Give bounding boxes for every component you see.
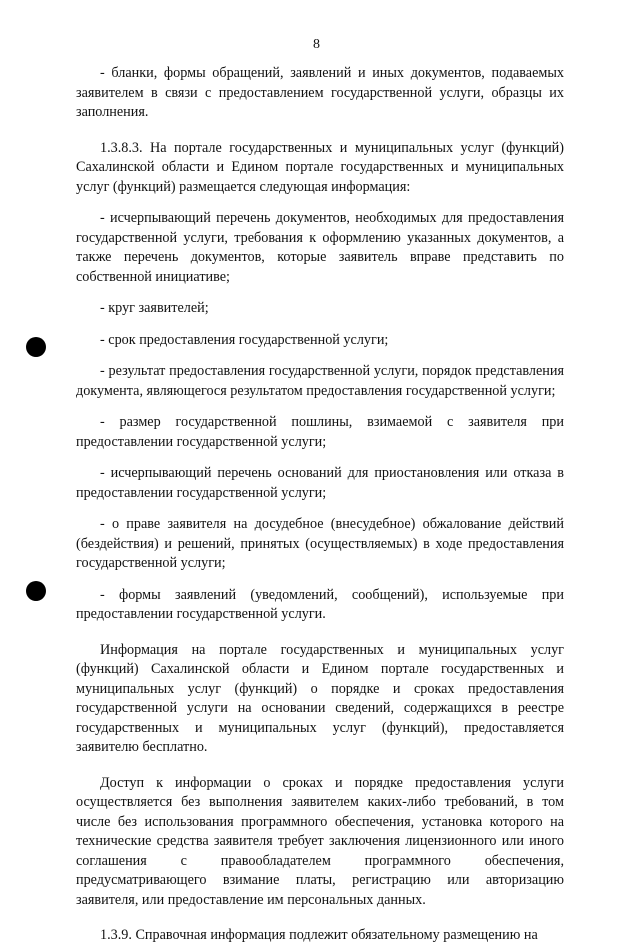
paragraph: - исчерпывающий перечень оснований для приостановления или отказа в предоставлении государственной услуги; xyxy=(76,465,564,501)
punch-hole xyxy=(26,581,46,601)
paragraph: - бланки, формы обращений, заявлений и иных документов, подаваемых заявителем в связи с предоставлением государственной услуги, образцы их заполнения. xyxy=(76,65,564,120)
page-number: 8 xyxy=(313,37,320,52)
paragraph: - результат предоставления государственной услуги, порядок представления документа, являющегося результатом предоставления государственной услуги; xyxy=(76,363,564,399)
paragraph: Доступ к информации о сроках и порядке предоставления услуги осуществляется без выполнения заявителем каких-либо требований, в том числе без использования программного обеспечения, установка которого на технические средства заявителя требует заключения лицензионного или иного соглашения с правообладателем программного обеспечения, предусматривающего взимание платы, регистрацию или авторизацию заявителя, или предоставление им персональных данных. xyxy=(76,774,564,908)
paragraph: - размер государственной пошлины, взимаемой с заявителя при предоставлении государственной услуги; xyxy=(76,414,564,450)
punch-hole xyxy=(26,337,46,357)
paragraph: Информация на портале государственных и муниципальных услуг (функций) Сахалинской области и Едином портале государственных и муниципальных услуг (функций) о порядке и сроках предоставления государственной услуги на основании сведений, содержащихся в реестре государственных и муниципальных услуг (функций), предоставляется заявителю бесплатно. xyxy=(76,641,564,755)
paragraph: - о праве заявителя на досудебное (внесудебное) обжалование действий (бездействия) и решений, принятых (осуществляемых) в ходе предоставления государственной услуги; xyxy=(76,516,564,571)
paragraph: - срок предоставления государственной услуги; xyxy=(100,331,389,348)
paragraph: - круг заявителей; xyxy=(100,300,209,316)
paragraph: 1.3.9. Справочная информация подлежит обязательному размещению на xyxy=(100,927,538,943)
paragraph: - исчерпывающий перечень документов, необходимых для предоставления государственной услуги, требования к оформлению указанных документов, а также перечень документов, которые заявитель вправе представить по собственной инициативе; xyxy=(76,210,564,285)
document-body xyxy=(76,64,564,946)
paragraph: - формы заявлений (уведомлений, сообщений), используемые при предоставлении государственной услуги. xyxy=(76,586,564,622)
paragraph: 1.3.8.3. На портале государственных и муниципальных услуг (функций) Сахалинской области и Едином портале государственных и муниципальных услуг (функций) размещается следующая информация: xyxy=(76,139,564,195)
